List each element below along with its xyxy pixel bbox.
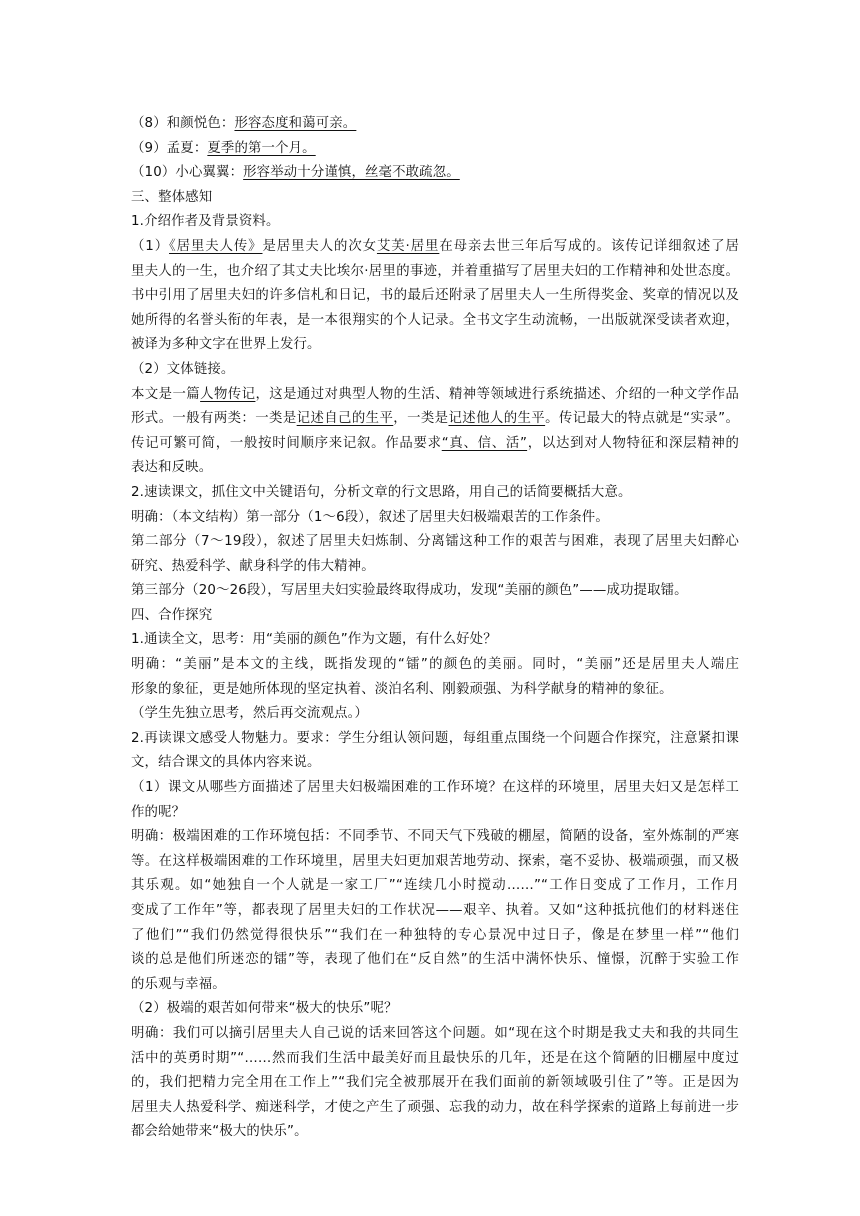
paragraph-line: 被译为多种文字在世界上发行。 xyxy=(131,337,321,353)
answer-line: 明确：我们可以摘引居里夫人自己说的话来回答这个问题。如“现在这个时期是我丈夫和我的共同生 xyxy=(131,1025,739,1041)
paragraph-line: 明确：（本文结构）第一部分（1～6段），叙述了居里夫妇极端艰苦的工作条件。 xyxy=(131,509,609,525)
text-span: 是居里夫人的次女 xyxy=(262,238,377,254)
vocab-item xyxy=(131,112,739,137)
answer-line: 等。在这样极端困难的工作环境里，居里夫妇更加艰苦地劳动、探索，毫不妥协、极端顽强，而又极 xyxy=(131,853,739,869)
question: （2）极端的艰苦如何带来“极大的快乐”呢？ xyxy=(131,1001,398,1017)
paragraph-line xyxy=(131,407,739,432)
text-span: 形式。一般有两类：一类是 xyxy=(131,411,297,427)
paragraph-line: 第二部分（7～19段），叙述了居里夫妇炼制、分离镭这种工作的艰苦与困难，表现了居里夫妇醉心 xyxy=(131,534,739,550)
book-title: 《居里夫人传》 xyxy=(169,238,263,254)
section-heading: 四、合作探究 xyxy=(131,607,213,623)
subsection-heading: 2.速读课文，抓住文中关键语句，分析文章的行文思路，用自己的话简要概括大意。 xyxy=(131,484,632,500)
section-heading: 三、整体感知 xyxy=(131,189,213,205)
question: （1）课文从哪些方面描述了居里夫妇极端困难的工作环境？在这样的环境里，居里夫妇又是怎样工 xyxy=(131,780,739,796)
paragraph-line: 里夫人的一生，也介绍了其丈夫比埃尔·居里的事迹，并着重描写了居里夫妇的工作精神和处世态度。 xyxy=(131,263,739,279)
paragraph-line: 第三部分（20～26段），写居里夫妇实验最终取得成功，发现“美丽的颜色”——成功提取镭。 xyxy=(131,583,688,599)
text-span: （1） xyxy=(131,238,170,254)
answer-line: 的，我们把精力完全用在工作上”“我们完全被那展开在我们面前的新领域吸引住了”等。正是因为 xyxy=(131,1075,739,1091)
subsection-heading: 1.介绍作者及背景资料。 xyxy=(131,214,280,230)
paragraph-line xyxy=(131,235,739,260)
question: 2.再读课文感受人物魅力。要求：学生分组认领问题，每组重点围绕一个问题合作探究，注意紧扣课 xyxy=(131,730,739,746)
genre-term: 人物传记 xyxy=(200,386,256,402)
text-span: 传记可繁可简，一般按时间顺序来记叙。作品要求 xyxy=(131,435,442,451)
underlined-term: 记述他人的生平 xyxy=(448,411,546,427)
answer-line: 形象的象征，更是她所体现的坚定执着、淡泊名利、刚毅顽强、为科学献身的精神的象征。 xyxy=(131,681,673,697)
answer-line: 明确：“美丽”是本文的主线，既指发现的“镭”的颜色的美丽。同时，“美丽”还是居里夫人端庄 xyxy=(131,657,739,673)
answer-line: 谈的总是他们所迷恋的镭”等，表现了他们在“反自然”的生活中满怀快乐、憧憬，沉醉于实验工作 xyxy=(131,952,739,968)
text-span: 本文是一篇 xyxy=(131,386,201,402)
paragraph-line xyxy=(131,383,739,408)
paragraph-line: 研究、热爱科学、献身科学的伟大精神。 xyxy=(131,558,375,574)
text-span: ，这是通过对典型人物的生活、精神等领域进行系统描述、介绍的一种文学作品 xyxy=(255,386,740,402)
answer-line: 的乐观与幸福。 xyxy=(131,976,226,992)
question: 1.通读全文，思考：用“美丽的颜色”作为文题，有什么好处？ xyxy=(131,632,497,648)
vocab-item xyxy=(131,161,739,186)
answer-line: 明确：极端困难的工作环境包括：不同季节、不同天气下残破的棚屋，简陋的设备，室外炼制的严寒 xyxy=(131,829,739,845)
question: 作的呢？ xyxy=(131,804,186,820)
vocab-definition: 形容举动十分谨慎，丝毫不敢疏忽。 xyxy=(243,165,460,181)
vocab-term: （10）小心翼翼： xyxy=(131,165,244,181)
answer-line: 都会给她带来“极大的快乐”。 xyxy=(131,1124,308,1140)
author-name: 艾芙·居里 xyxy=(376,238,440,254)
paragraph-line: 她所得的名誉头衔的年表，是一本很翔实的个人记录。全书文字生动流畅，一出版就深受读者欢迎， xyxy=(131,312,739,328)
answer-line: 活中的英勇时期”“……然而我们生活中最美好而且最快乐的几年，还是在这个简陋的旧棚屋中度过 xyxy=(131,1050,739,1066)
text-span: 。传记最大的特点就是“实录”。 xyxy=(545,411,739,427)
subsection-heading: （2）文体链接。 xyxy=(131,361,235,377)
text-span: ，以达到对人物特征和深层精神的 xyxy=(527,435,739,451)
vocab-definition: 夏季的第一个月。 xyxy=(207,140,316,156)
paragraph-line: 表达和反映。 xyxy=(131,460,213,476)
answer-line: 居里夫人热爱科学、痴迷科学，才使之产生了顽强、忘我的动力，故在科学探索的道路上每前进一步 xyxy=(131,1099,739,1115)
vocab-term: （8）和颜悦色： xyxy=(131,116,235,131)
paragraph-line: 书中引用了居里夫妇的许多信札和日记，书的最后还附录了居里夫人一生所得奖金、奖章的情况以及 xyxy=(131,288,739,304)
underlined-term: “真、信、活” xyxy=(441,435,528,451)
vocab-definition: 形容态度和蔼可亲。 xyxy=(234,116,357,131)
note: （学生先独立思考，然后再交流观点。） xyxy=(131,706,369,722)
answer-line: 变成了工作年”等，都表现了居里夫妇的工作状况——艰辛、执着。又如“这种抵抗他们的材料迷住 xyxy=(131,903,739,918)
underlined-term: 记述自己的生平 xyxy=(296,411,394,427)
vocab-term: （9）孟夏： xyxy=(131,140,208,156)
answer-line: 了他们”“我们仍然觉得很快乐”“我们在一种独特的专心景况中过日子，像是在梦里一样”“他们 xyxy=(131,927,739,943)
question: 文，结合课文的具体内容来说。 xyxy=(131,755,321,771)
text-span: ，一类是 xyxy=(393,411,449,427)
paragraph-line xyxy=(131,432,739,457)
answer-line: 其乐观。如“她独自一个人就是一家工厂”“连续几小时搅动……”“工作日变成了工作月，工作月 xyxy=(131,878,739,894)
vocab-item xyxy=(131,137,739,162)
document-page xyxy=(131,112,739,1145)
text-span: 在母亲去世三年后写成的。该传记详细叙述了居 xyxy=(439,238,739,254)
